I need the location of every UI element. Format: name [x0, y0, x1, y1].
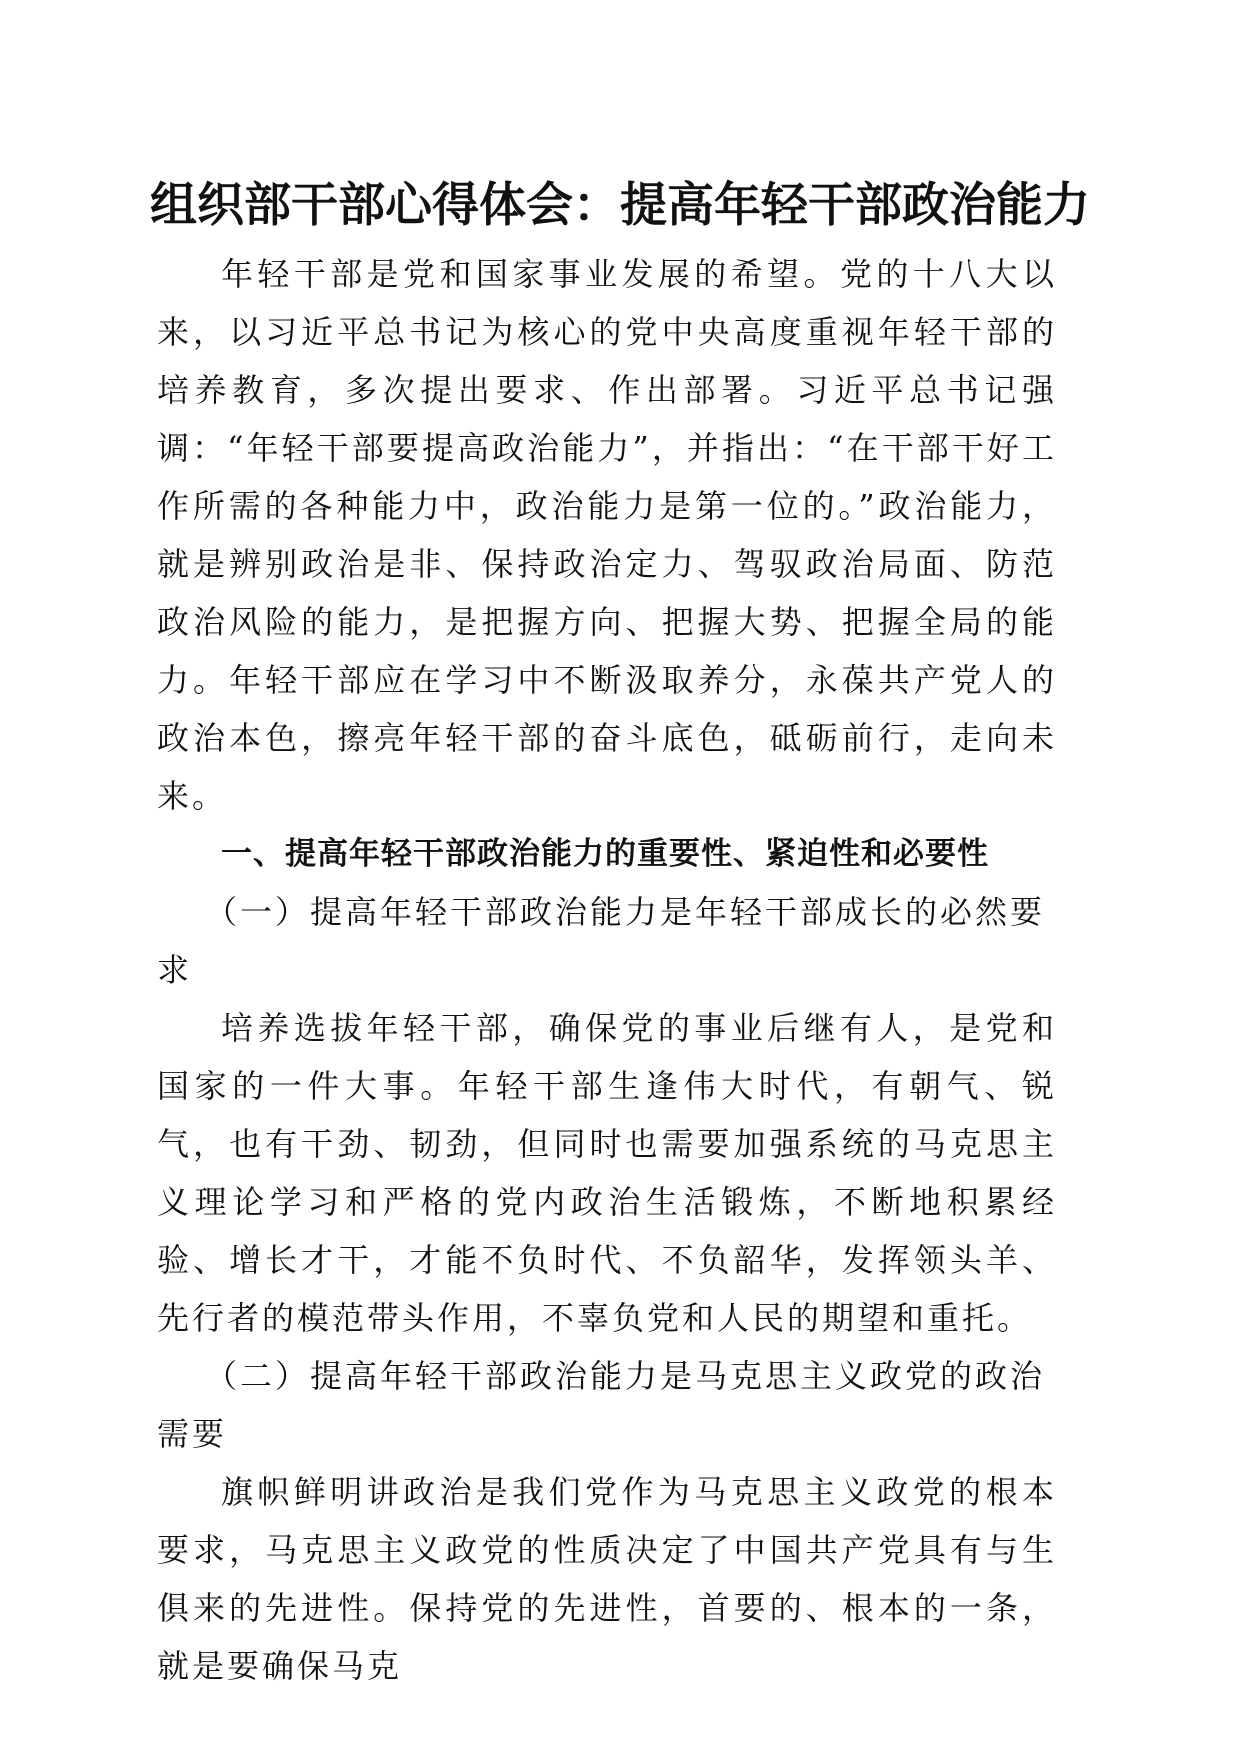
- section-heading-1: 一、提高年轻干部政治能力的重要性、紧迫性和必要性: [221, 836, 989, 872]
- document-title: 组织部干部心得体会：提高年轻干部政治能力: [150, 178, 1090, 233]
- intro-paragraph: 年轻干部是党和国家事业发展的希望。党的十八大以来，以习近平总书记为核心的党中央高度重视年轻干部的培养教育，多次提出要求、作出部署。习近平总书记强调：“年轻干部要提高政治能力”，并指出：“在干部干好工作所需的各种能力中，政治能力是第一位的。”政治能力，就是辨别政治是非、保持政治定力、驾驭政治局面、防范政治风险的能力，是把握方向、把握大势、把握全局的能力。年轻干部应在学习中不断汲取养分，永葆共产党人的政治本色，擦亮年轻干部的奋斗底色，砥砺前行，走向未来。: [157, 255, 1057, 815]
- document-body: [157, 245, 1057, 1695]
- subsection-paragraph-1: 培养选拔年轻干部，确保党的事业后继有人，是党和国家的一件大事。年轻干部生逢伟大时代，有朝气、锐气，也有干劲、韧劲，但同时也需要加强系统的马克思主义理论学习和严格的党内政治生活锻炼，不断地积累经验、增长才干，才能不负时代、不负韶华，发挥领头羊、先行者的模范带头作用，不辜负党和人民的期望和重托。: [157, 1009, 1057, 1337]
- subsection-paragraph-2: 旗帜鲜明讲政治是我们党作为马克思主义政党的根本要求，马克思主义政党的性质决定了中国共产党具有与生俱来的先进性。保持党的先进性，首要的、根本的一条，就是要确保马克: [157, 1473, 1057, 1685]
- subsection-heading-2: （二）提高年轻干部政治能力是马克思主义政党的政治需要: [157, 1357, 1046, 1453]
- subsection-heading-1: （一）提高年轻干部政治能力是年轻干部成长的必然要求: [157, 893, 1046, 989]
